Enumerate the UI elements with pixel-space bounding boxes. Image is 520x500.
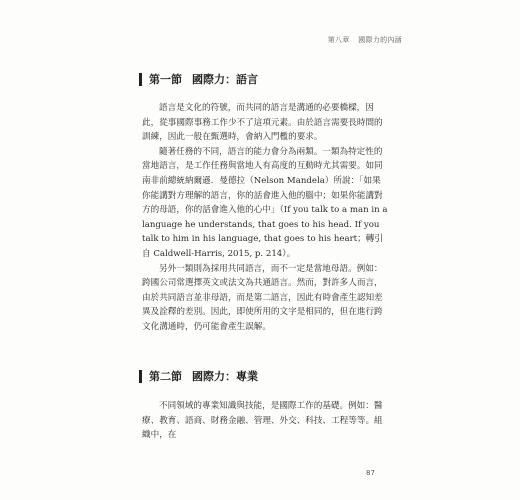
section-title: 國際力：語言 — [192, 73, 258, 86]
section-marker-bar — [139, 370, 142, 383]
section-marker-bar — [139, 73, 142, 86]
section-number: 第二節 — [149, 370, 182, 383]
section-heading-1 — [139, 71, 258, 87]
paragraph: 語言是文化的符號，而共同的語言是溝通的必要橋樑，因此，從事國際事務工作少不了這項元素。由於語言需要長時間的訓練，因此一般在甄選時，會納入門檻的要求。 — [142, 103, 383, 143]
paragraph: 隨著任務的不同，語言的能力會分為兩類。一類為特定性的當地語言，是工作任務與當地人有高度的互動時尤其需要。如同南非前總統納爾遜．曼德拉（Nelson Mandela）所說：「如果你能講對方理解的語言，你的話會進入他的腦中；如果你能講對方的母語，你的話會進入他的心中」（If you talk to a man in a language he understands, that goes to his head. If you talk to him in his language, that goes to his heart；轉引自 Caldwell-Harris, 2015, p. 214）。 — [142, 146, 388, 259]
section-heading-2 — [139, 368, 258, 384]
paragraph: 另外一類則為採用共同語言，而不一定是當地母語。例如：跨國公司常選擇英文或法文為共通語言。然而，對許多人而言，由於共同語言並非母語，而是第二語言，因此有時會產生認知差異及詮釋的差別。因此，即使所用的文字是相同的，但在進行跨文化溝通時，仍可能會產生誤解。 — [142, 263, 383, 332]
section-number: 第一節 — [149, 73, 182, 86]
header-chapter: 第八章 — [327, 36, 350, 44]
paragraph: 不同領域的專業知識與技能，是國際工作的基礎。例如：醫療、教育、語商、財務金融、管理、外交、科技、工程等等。組織中，在 — [142, 401, 383, 441]
section-title: 國際力：專業 — [192, 370, 258, 383]
page-number: 87 — [366, 469, 375, 477]
running-header — [328, 35, 402, 45]
section-1-body — [142, 101, 389, 335]
header-chapter-title: 國際力的內涵 — [358, 36, 402, 44]
section-2-body — [142, 399, 389, 443]
